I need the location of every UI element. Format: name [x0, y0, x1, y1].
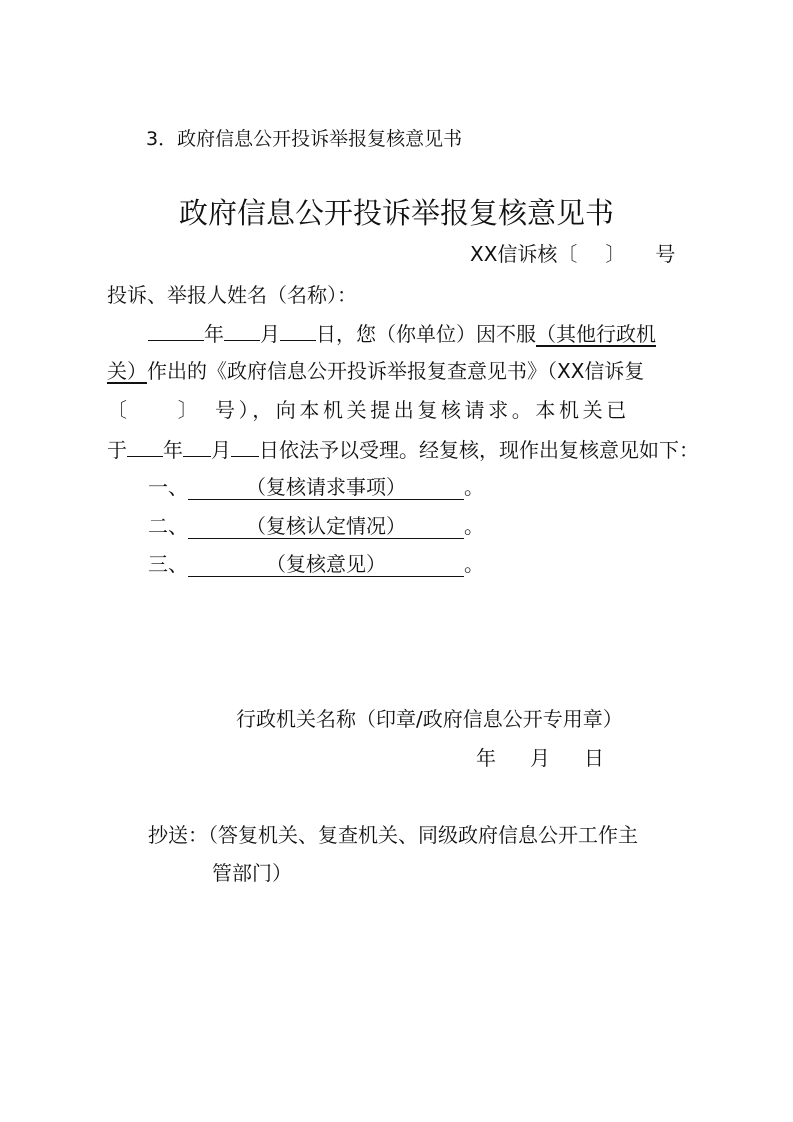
item-end: 。 — [464, 552, 484, 576]
cc-label: 抄送： — [148, 823, 208, 847]
body-yu: 于 — [107, 438, 127, 462]
cc-recipients: （答复机关、复查机关、同级政府信息公开工作主 — [208, 823, 638, 847]
blank-year — [148, 320, 204, 341]
item-end: 。 — [464, 514, 484, 538]
signature-agency: 行政机关名称（印章/政府信息公开专用章） — [236, 707, 623, 731]
complainant-label: 投诉、举报人姓名（名称）： — [107, 283, 357, 307]
item-text: （复核认定情况） — [188, 514, 464, 539]
item-text: （复核请求事项） — [188, 475, 464, 500]
item-number: 一、 — [148, 475, 188, 499]
item-number: 二、 — [148, 514, 188, 538]
body-line-4 — [107, 436, 699, 463]
blank-month — [224, 320, 260, 341]
body-you-not-accept: 您（你单位）因不服 — [356, 322, 536, 346]
body-line-2 — [107, 358, 644, 384]
document-number — [470, 241, 675, 267]
cc-line-1 — [148, 822, 638, 848]
body-line-3: 〔 〕 号），向本机关提出复核请求。本机关已 — [107, 398, 630, 422]
doc-number-bracket-open: 〔 — [557, 242, 578, 266]
signature-year: 年 — [476, 746, 496, 770]
blank-accept-day — [231, 436, 259, 457]
list-item — [148, 551, 484, 577]
blank-accept-month — [183, 436, 211, 457]
body-day: 日， — [316, 322, 356, 346]
body-accept-year: 年 — [163, 438, 183, 462]
body-day-accept: 日依法予以受理。经复核，现作出复核意见如下： — [259, 438, 699, 462]
doc-number-suffix: 号 — [655, 242, 676, 266]
signature-day: 日 — [584, 746, 604, 770]
body-other-agency-part2: 关） — [107, 359, 147, 383]
body-accept-month: 月 — [211, 438, 231, 462]
blank-accept-year — [127, 436, 163, 457]
body-other-agency-part1: （其他行政机 — [536, 322, 656, 346]
body-made-doc: 作出的《政府信息公开投诉举报复查意见书》（XX信诉复 — [147, 359, 645, 383]
list-item — [148, 474, 484, 500]
cc-line-2: 管部门） — [212, 861, 292, 885]
blank-day — [280, 320, 316, 341]
item-number: 三、 — [148, 552, 188, 576]
section-heading: 3．政府信息公开投诉举报复核意见书 — [146, 128, 463, 150]
list-item — [148, 513, 484, 539]
signature-month: 月 — [530, 746, 550, 770]
body-year: 年 — [204, 322, 224, 346]
item-end: 。 — [464, 475, 484, 499]
signature-date — [476, 745, 604, 771]
doc-number-bracket-close: 〕 — [605, 242, 626, 266]
body-line-1 — [148, 320, 688, 347]
document-title: 政府信息公开投诉举报复核意见书 — [178, 196, 614, 230]
item-text: （复核意见） — [188, 552, 464, 577]
doc-number-prefix: XX信诉核 — [470, 242, 558, 266]
body-month: 月 — [260, 322, 280, 346]
